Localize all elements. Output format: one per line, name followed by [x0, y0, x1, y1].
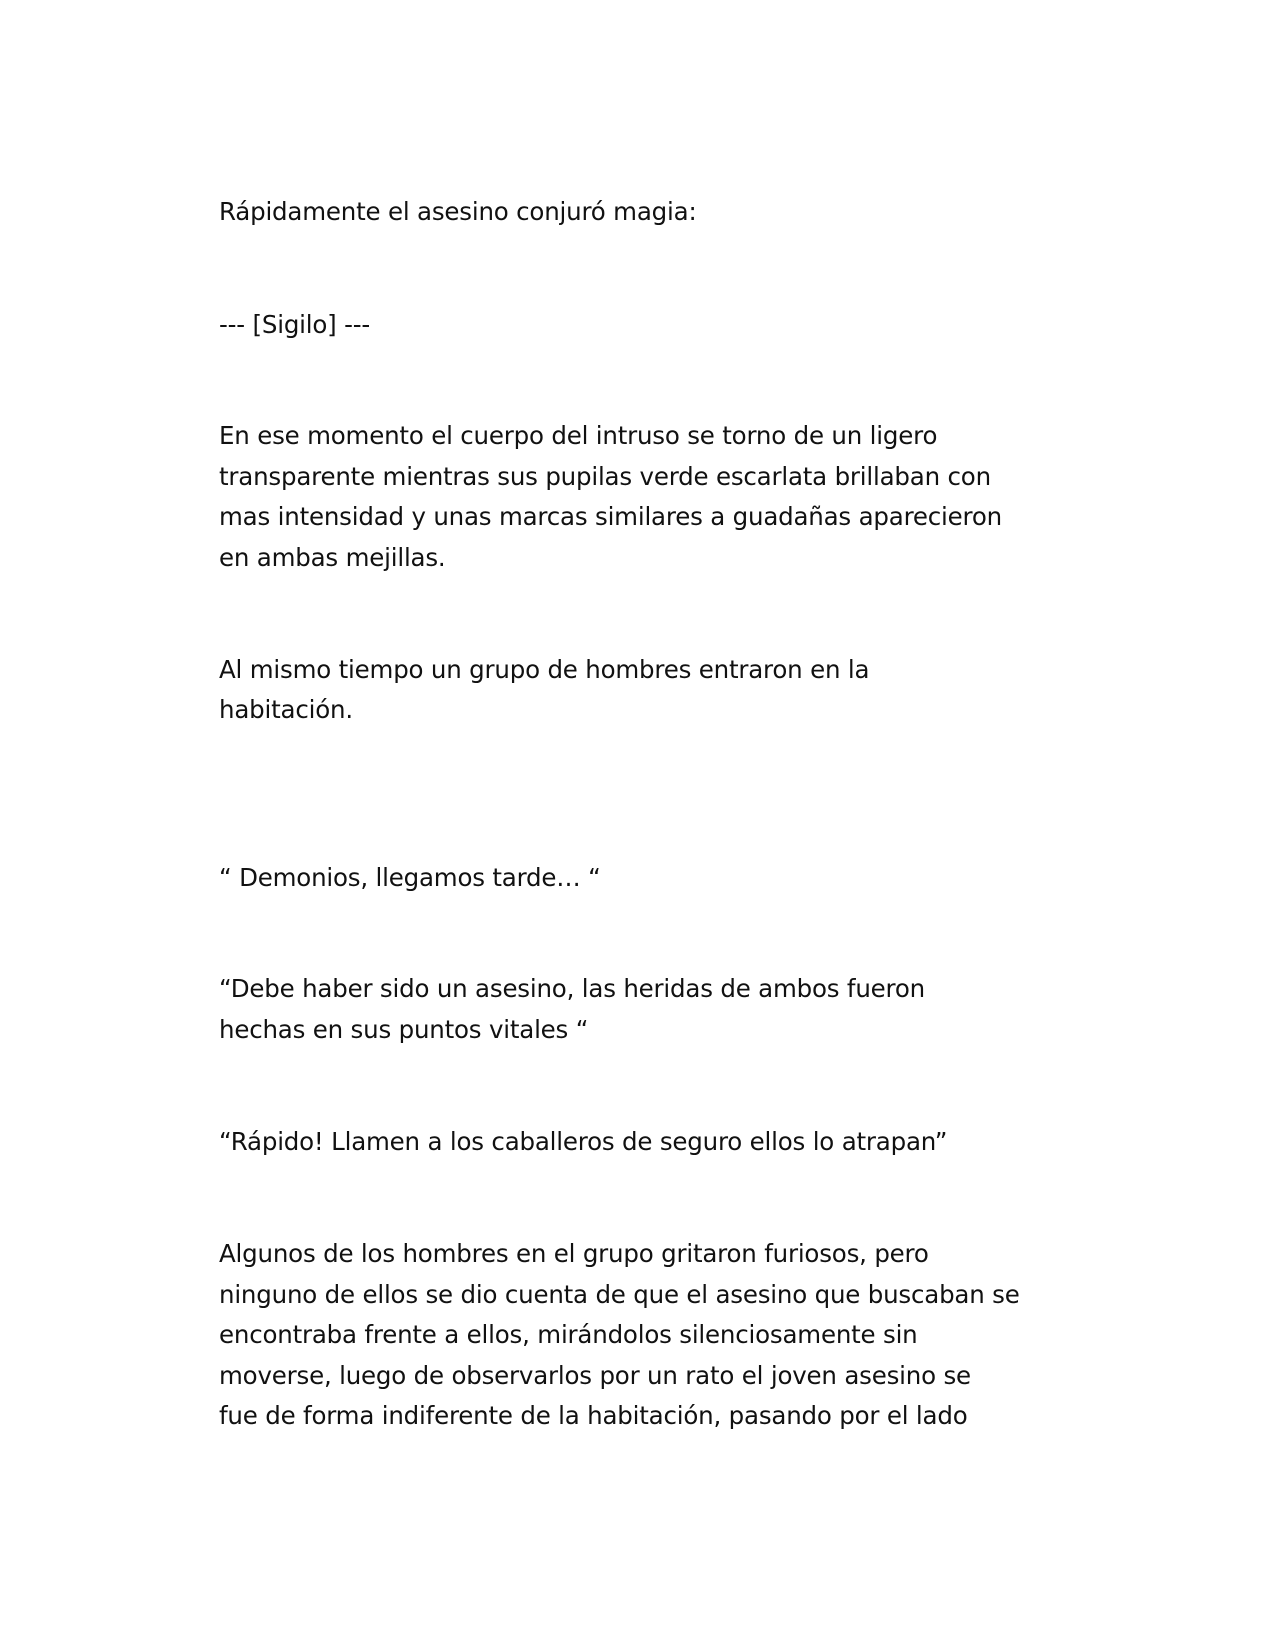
paragraph-7-line-1: “Rápido! Llamen a los caballeros de seguro ellos lo atrapan” [219, 1127, 948, 1156]
paragraph-5-line-1: “ Demonios, llegamos tarde… “ [219, 863, 601, 892]
paragraph-6-line-2: hechas en sus puntos vitales “ [219, 1015, 589, 1044]
paragraph-8-line-1: Algunos de los hombres en el grupo gritaron furiosos, pero [219, 1239, 929, 1268]
paragraph-4-line-2: habitación. [219, 695, 353, 724]
paragraph-8-line-3: encontraba frente a ellos, mirándolos silenciosamente sin [219, 1320, 918, 1349]
paragraph-3-line-1: En ese momento el cuerpo del intruso se torno de un ligero [219, 421, 938, 450]
paragraph-4-line-1: Al mismo tiempo un grupo de hombres entraron en la [219, 655, 870, 684]
paragraph-8-line-5: fue de forma indiferente de la habitación, pasando por el lado [219, 1401, 968, 1430]
paragraph-3-line-4: en ambas mejillas. [219, 543, 446, 572]
paragraph-3-line-3: mas intensidad y unas marcas similares a guadañas aparecieron [219, 502, 1002, 531]
paragraph-8-line-4: moverse, luego de observarlos por un rato el joven asesino se [219, 1361, 971, 1390]
paragraph-8-line-2: ninguno de ellos se dio cuenta de que el asesino que buscaban se [219, 1280, 1020, 1309]
paragraph-6-line-1: “Debe haber sido un asesino, las heridas de ambos fueron [219, 974, 926, 1003]
paragraph-1-line-1: Rápidamente el asesino conjuró magia: [219, 197, 697, 226]
paragraph-3-line-2: transparente mientras sus pupilas verde escarlata brillaban con [219, 462, 991, 491]
paragraph-2-line-1: --- [Sigilo] --- [219, 310, 371, 339]
